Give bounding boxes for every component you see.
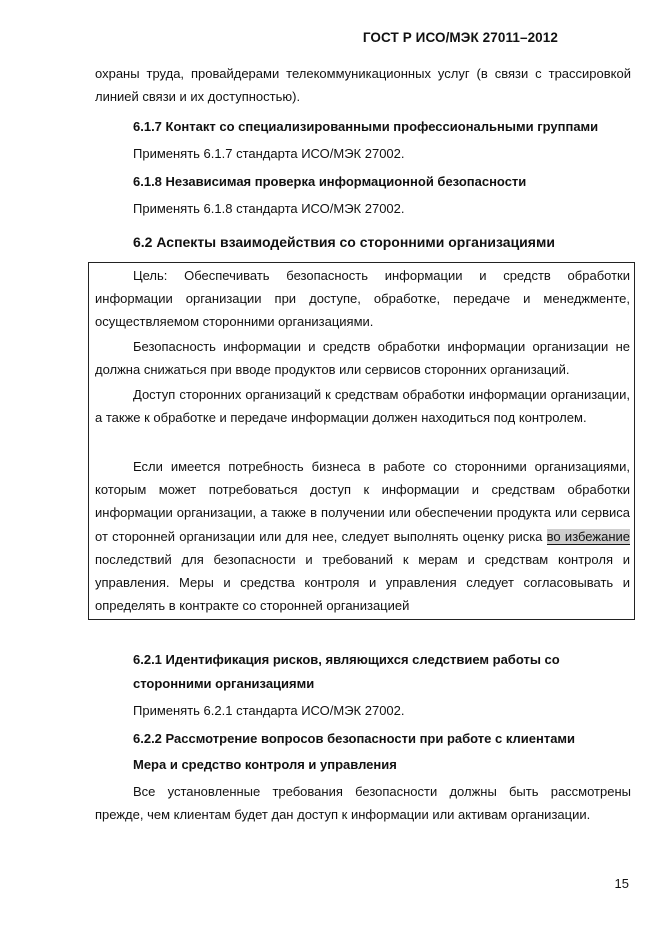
section-6-2-2-text: Все установленные требования безопасности должны быть рассмотрены прежде, чем клиентам будет дан доступ к информации или активам организации. xyxy=(95,784,631,822)
box-paragraph-security: Безопасность информации и средств обработки информации организации не должна снижаться при вводе продуктов или сервисов сторонних организаций. xyxy=(95,339,630,378)
page-number: 15 xyxy=(614,876,629,891)
box-text-part1: Если имеется потребность бизнеса в работе со сторонними организациями, которым может потребоваться доступ к информации и средствам обработки информации организации, а также в получении или обеспечении продукта или сервиса от сторонней организации или для нее, следует выполнять оценку риска xyxy=(95,459,630,544)
section-6-2-1-text: Применять 6.2.1 стандарта ИСО/МЭК 27002. xyxy=(133,703,405,718)
box-text-part2: последствий для безопасности и требований к мерам и средствам контроля и управления. Меры и средства контроля и управления следует согласовывать и определять в контракте со сторонней организацией xyxy=(95,551,630,614)
section-6-2-1-heading-line1: 6.2.1 Идентификация рисков, являющихся следствием работы со xyxy=(133,652,560,667)
control-subheading: Мера и средство контроля и управления xyxy=(133,757,397,772)
section-6-1-7-heading: 6.1.7 Контакт со специализированными профессиональными группами xyxy=(133,119,599,134)
section-6-2-heading: 6.2 Аспекты взаимодействия со сторонними организациями xyxy=(133,234,555,250)
box-paragraph-objective: Цель: Обеспечивать безопасность информации и средств обработки информации организации при доступе, обработке, передаче и менеджменте, осуществляемом сторонними организациями. xyxy=(95,268,630,330)
box-paragraph-business-need xyxy=(95,455,630,617)
section-6-2-1-heading-line2: сторонними организациями xyxy=(133,676,315,691)
objective-box xyxy=(88,262,635,620)
intro-paragraph: охраны труда, провайдерами телекоммуникационных услуг (в связи с трассировкой линией связи и их доступностью). xyxy=(95,66,631,104)
box-paragraph-access: Доступ сторонних организаций к средствам обработки информации организации, а также к обработке и передаче информации должен находиться под контролем. xyxy=(95,387,630,426)
section-6-1-7-text: Применять 6.1.7 стандарта ИСО/МЭК 27002. xyxy=(133,146,405,161)
document-header: ГОСТ Р ИСО/МЭК 27011–2012 xyxy=(362,30,558,45)
section-6-2-2-heading: 6.2.2 Рассмотрение вопросов безопасности при работе с клиентами xyxy=(133,731,576,746)
highlighted-phrase: во избежание xyxy=(546,528,630,544)
section-6-1-8-heading: 6.1.8 Независимая проверка информационной безопасности xyxy=(133,174,527,189)
section-6-1-8-text: Применять 6.1.8 стандарта ИСО/МЭК 27002. xyxy=(133,201,405,216)
